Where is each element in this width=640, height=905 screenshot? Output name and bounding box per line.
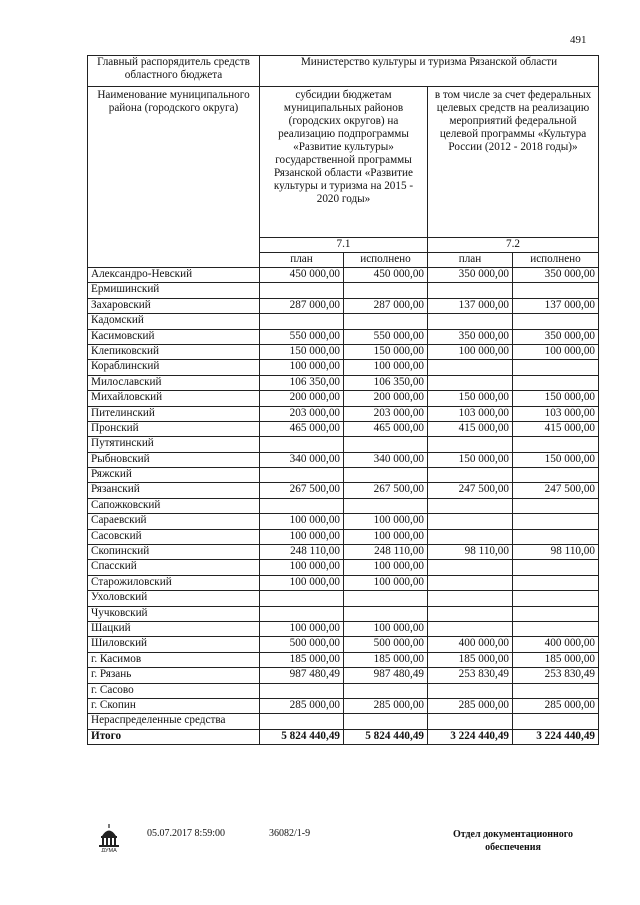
plan-header: план xyxy=(260,253,344,268)
done-7-1-cell: 5 824 440,49 xyxy=(344,729,428,744)
plan-7-2-cell xyxy=(428,375,513,390)
district-name-cell: г. Рязань xyxy=(88,668,260,683)
plan-7-2-cell: 98 110,00 xyxy=(428,545,513,560)
plan-7-2-cell: 100 000,00 xyxy=(428,344,513,359)
done-header: исполнено xyxy=(344,253,428,268)
table-row xyxy=(88,468,599,483)
plan-7-1-cell: 106 350,00 xyxy=(260,375,344,390)
table-row xyxy=(88,437,599,452)
plan-7-2-cell xyxy=(428,437,513,452)
district-name-cell: Сараевский xyxy=(88,514,260,529)
table-row xyxy=(88,452,599,467)
done-7-2-cell: 150 000,00 xyxy=(513,391,599,406)
district-name-cell: Пителинский xyxy=(88,406,260,421)
done-7-2-cell xyxy=(513,314,599,329)
plan-7-1-cell: 987 480,49 xyxy=(260,668,344,683)
plan-7-2-cell: 350 000,00 xyxy=(428,268,513,283)
done-7-1-cell: 267 500,00 xyxy=(344,483,428,498)
plan-7-2-cell xyxy=(428,468,513,483)
plan-7-2-cell xyxy=(428,529,513,544)
done-7-1-cell xyxy=(344,468,428,483)
done-7-2-cell xyxy=(513,360,599,375)
done-7-1-cell xyxy=(344,437,428,452)
plan-7-2-cell xyxy=(428,498,513,513)
done-7-2-cell: 137 000,00 xyxy=(513,298,599,313)
done-7-2-cell xyxy=(513,575,599,590)
footer-department: Отдел документационного обеспечения xyxy=(452,829,574,853)
done-7-1-cell: 287 000,00 xyxy=(344,298,428,313)
table-row xyxy=(88,406,599,421)
done-7-2-cell: 247 500,00 xyxy=(513,483,599,498)
done-7-1-cell xyxy=(344,683,428,698)
plan-7-2-cell: 150 000,00 xyxy=(428,391,513,406)
district-name-cell: Рыбновский xyxy=(88,452,260,467)
distributor-value: Министерство культуры и туризма Рязанской области xyxy=(260,56,599,87)
done-7-2-cell xyxy=(513,375,599,390)
budget-table xyxy=(87,55,599,745)
column-code-7-2: 7.2 xyxy=(428,238,599,253)
plan-7-1-cell: 100 000,00 xyxy=(260,575,344,590)
table-row xyxy=(88,714,599,729)
district-name-cell: Ряжский xyxy=(88,468,260,483)
table-row xyxy=(88,575,599,590)
table-row xyxy=(88,268,599,283)
plan-7-1-cell xyxy=(260,591,344,606)
plan-7-1-cell: 100 000,00 xyxy=(260,514,344,529)
district-name-cell: Итого xyxy=(88,729,260,744)
plan-7-1-cell xyxy=(260,498,344,513)
table-row xyxy=(88,375,599,390)
district-name-cell: Александро-Невский xyxy=(88,268,260,283)
district-name-cell: Касимовский xyxy=(88,329,260,344)
district-name-cell: Сапожковский xyxy=(88,498,260,513)
plan-7-1-cell: 100 000,00 xyxy=(260,621,344,636)
done-7-2-cell: 100 000,00 xyxy=(513,344,599,359)
done-7-2-cell xyxy=(513,468,599,483)
done-7-2-cell: 150 000,00 xyxy=(513,452,599,467)
table-row xyxy=(88,698,599,713)
distributor-label: Главный распорядитель средств областного бюджета xyxy=(88,56,260,87)
done-7-1-cell: 450 000,00 xyxy=(344,268,428,283)
table-row xyxy=(88,545,599,560)
done-7-1-cell: 185 000,00 xyxy=(344,652,428,667)
plan-7-1-cell: 100 000,00 xyxy=(260,529,344,544)
name-column-header: Наименование муниципального района (городского округа) xyxy=(88,87,260,268)
plan-7-1-cell: 203 000,00 xyxy=(260,406,344,421)
done-header: исполнено xyxy=(513,253,599,268)
done-7-1-cell: 100 000,00 xyxy=(344,514,428,529)
header-row-titles xyxy=(88,87,599,238)
done-7-1-cell: 987 480,49 xyxy=(344,668,428,683)
district-name-cell: Нераспределенные средства xyxy=(88,714,260,729)
plan-7-1-cell: 185 000,00 xyxy=(260,652,344,667)
done-7-2-cell xyxy=(513,529,599,544)
done-7-2-cell: 400 000,00 xyxy=(513,637,599,652)
table-row xyxy=(88,483,599,498)
district-name-cell: г. Скопин xyxy=(88,698,260,713)
done-7-2-cell xyxy=(513,437,599,452)
plan-7-1-cell: 450 000,00 xyxy=(260,268,344,283)
done-7-1-cell xyxy=(344,498,428,513)
plan-7-2-cell xyxy=(428,514,513,529)
district-name-cell: Путятинский xyxy=(88,437,260,452)
done-7-1-cell: 100 000,00 xyxy=(344,360,428,375)
plan-7-2-cell: 247 500,00 xyxy=(428,483,513,498)
table-row xyxy=(88,529,599,544)
plan-7-1-cell: 340 000,00 xyxy=(260,452,344,467)
plan-7-2-cell: 285 000,00 xyxy=(428,698,513,713)
plan-7-1-cell: 465 000,00 xyxy=(260,421,344,436)
done-7-2-cell: 185 000,00 xyxy=(513,652,599,667)
table-row xyxy=(88,637,599,652)
column-7-1-title: субсидии бюджетам муниципальных районов (городских округов) на реализацию подпрограммы «Развитие культуры» государственной программы Рязанской области «Развитие культуры и туризма на 2015 - 2020 годы» xyxy=(260,87,428,238)
done-7-2-cell: 3 224 440,49 xyxy=(513,729,599,744)
table-row xyxy=(88,298,599,313)
district-name-cell: Кадомский xyxy=(88,314,260,329)
plan-7-2-cell: 137 000,00 xyxy=(428,298,513,313)
plan-7-2-cell: 150 000,00 xyxy=(428,452,513,467)
table-row xyxy=(88,591,599,606)
plan-7-1-cell xyxy=(260,714,344,729)
district-name-cell: Михайловский xyxy=(88,391,260,406)
plan-7-1-cell: 100 000,00 xyxy=(260,360,344,375)
done-7-1-cell: 150 000,00 xyxy=(344,344,428,359)
table-row xyxy=(88,621,599,636)
plan-7-2-cell xyxy=(428,714,513,729)
plan-7-2-cell xyxy=(428,283,513,298)
plan-7-2-cell: 185 000,00 xyxy=(428,652,513,667)
plan-7-2-cell xyxy=(428,575,513,590)
district-name-cell: Милославский xyxy=(88,375,260,390)
plan-7-1-cell: 287 000,00 xyxy=(260,298,344,313)
plan-7-1-cell xyxy=(260,468,344,483)
district-name-cell: Шиловский xyxy=(88,637,260,652)
table-row xyxy=(88,360,599,375)
plan-7-2-cell xyxy=(428,560,513,575)
plan-7-1-cell: 5 824 440,49 xyxy=(260,729,344,744)
district-name-cell: Ермишинский xyxy=(88,283,260,298)
plan-7-2-cell: 3 224 440,49 xyxy=(428,729,513,744)
done-7-2-cell xyxy=(513,514,599,529)
done-7-1-cell: 200 000,00 xyxy=(344,391,428,406)
done-7-2-cell: 350 000,00 xyxy=(513,268,599,283)
column-7-2-title: в том числе за счет федеральных целевых средств на реализацию мероприятий федеральной целевой программы «Культура России (2012 - 2018 годы)» xyxy=(428,87,599,238)
district-name-cell: Шацкий xyxy=(88,621,260,636)
plan-7-2-cell xyxy=(428,683,513,698)
plan-7-2-cell xyxy=(428,606,513,621)
plan-7-1-cell xyxy=(260,437,344,452)
done-7-2-cell: 350 000,00 xyxy=(513,329,599,344)
plan-7-1-cell: 248 110,00 xyxy=(260,545,344,560)
plan-7-2-cell xyxy=(428,314,513,329)
done-7-1-cell: 465 000,00 xyxy=(344,421,428,436)
footer-date: 05.07.2017 8:59:00 xyxy=(147,828,226,839)
plan-7-1-cell: 267 500,00 xyxy=(260,483,344,498)
plan-7-2-cell: 400 000,00 xyxy=(428,637,513,652)
done-7-2-cell: 103 000,00 xyxy=(513,406,599,421)
district-name-cell: Чучковский xyxy=(88,606,260,621)
plan-7-1-cell xyxy=(260,606,344,621)
done-7-1-cell: 106 350,00 xyxy=(344,375,428,390)
done-7-1-cell: 285 000,00 xyxy=(344,698,428,713)
district-name-cell: г. Сасово xyxy=(88,683,260,698)
district-name-cell: Старожиловский xyxy=(88,575,260,590)
district-name-cell: Рязанский xyxy=(88,483,260,498)
done-7-2-cell xyxy=(513,591,599,606)
plan-7-1-cell xyxy=(260,283,344,298)
table-row xyxy=(88,314,599,329)
district-name-cell: Клепиковский xyxy=(88,344,260,359)
plan-7-2-cell: 253 830,49 xyxy=(428,668,513,683)
done-7-2-cell xyxy=(513,283,599,298)
table-row xyxy=(88,283,599,298)
district-name-cell: Кораблинский xyxy=(88,360,260,375)
table-row xyxy=(88,652,599,667)
done-7-1-cell: 100 000,00 xyxy=(344,621,428,636)
table-row xyxy=(88,329,599,344)
plan-7-1-cell: 200 000,00 xyxy=(260,391,344,406)
duma-logo-icon xyxy=(96,822,122,852)
done-7-2-cell xyxy=(513,714,599,729)
column-code-7-1: 7.1 xyxy=(260,238,428,253)
done-7-2-cell xyxy=(513,683,599,698)
district-name-cell: Спасский xyxy=(88,560,260,575)
budget-table-body xyxy=(88,56,599,745)
plan-7-1-cell: 550 000,00 xyxy=(260,329,344,344)
table-row xyxy=(88,391,599,406)
district-name-cell: Сасовский xyxy=(88,529,260,544)
district-name-cell: Пронский xyxy=(88,421,260,436)
district-name-cell: г. Касимов xyxy=(88,652,260,667)
table-row xyxy=(88,668,599,683)
header-row-distributor xyxy=(88,56,599,87)
done-7-2-cell: 415 000,00 xyxy=(513,421,599,436)
plan-7-1-cell xyxy=(260,314,344,329)
logo-text: ДУМА xyxy=(101,848,117,852)
done-7-1-cell xyxy=(344,714,428,729)
table-row xyxy=(88,498,599,513)
done-7-2-cell xyxy=(513,560,599,575)
done-7-2-cell: 253 830,49 xyxy=(513,668,599,683)
plan-7-2-cell xyxy=(428,621,513,636)
done-7-1-cell: 203 000,00 xyxy=(344,406,428,421)
district-name-cell: Скопинский xyxy=(88,545,260,560)
done-7-1-cell: 550 000,00 xyxy=(344,329,428,344)
done-7-2-cell xyxy=(513,498,599,513)
plan-7-1-cell: 150 000,00 xyxy=(260,344,344,359)
district-name-cell: Захаровский xyxy=(88,298,260,313)
district-name-cell: Ухоловский xyxy=(88,591,260,606)
done-7-1-cell xyxy=(344,606,428,621)
plan-7-2-cell: 415 000,00 xyxy=(428,421,513,436)
done-7-2-cell xyxy=(513,621,599,636)
table-row xyxy=(88,560,599,575)
done-7-1-cell: 100 000,00 xyxy=(344,560,428,575)
plan-header: план xyxy=(428,253,513,268)
page-number: 491 xyxy=(570,34,587,46)
table-row xyxy=(88,606,599,621)
plan-7-1-cell xyxy=(260,683,344,698)
table-row xyxy=(88,421,599,436)
table-row xyxy=(88,344,599,359)
footer-doc-number: 36082/1-9 xyxy=(269,828,311,839)
done-7-2-cell: 98 110,00 xyxy=(513,545,599,560)
done-7-1-cell xyxy=(344,283,428,298)
plan-7-1-cell: 500 000,00 xyxy=(260,637,344,652)
plan-7-2-cell xyxy=(428,360,513,375)
done-7-1-cell: 248 110,00 xyxy=(344,545,428,560)
done-7-1-cell xyxy=(344,314,428,329)
done-7-1-cell xyxy=(344,591,428,606)
table-row xyxy=(88,683,599,698)
done-7-1-cell: 100 000,00 xyxy=(344,529,428,544)
plan-7-1-cell: 100 000,00 xyxy=(260,560,344,575)
done-7-1-cell: 340 000,00 xyxy=(344,452,428,467)
plan-7-2-cell xyxy=(428,591,513,606)
done-7-2-cell xyxy=(513,606,599,621)
total-row xyxy=(88,729,599,744)
table-row xyxy=(88,514,599,529)
done-7-2-cell: 285 000,00 xyxy=(513,698,599,713)
plan-7-2-cell: 350 000,00 xyxy=(428,329,513,344)
plan-7-1-cell: 285 000,00 xyxy=(260,698,344,713)
done-7-1-cell: 500 000,00 xyxy=(344,637,428,652)
done-7-1-cell: 100 000,00 xyxy=(344,575,428,590)
plan-7-2-cell: 103 000,00 xyxy=(428,406,513,421)
